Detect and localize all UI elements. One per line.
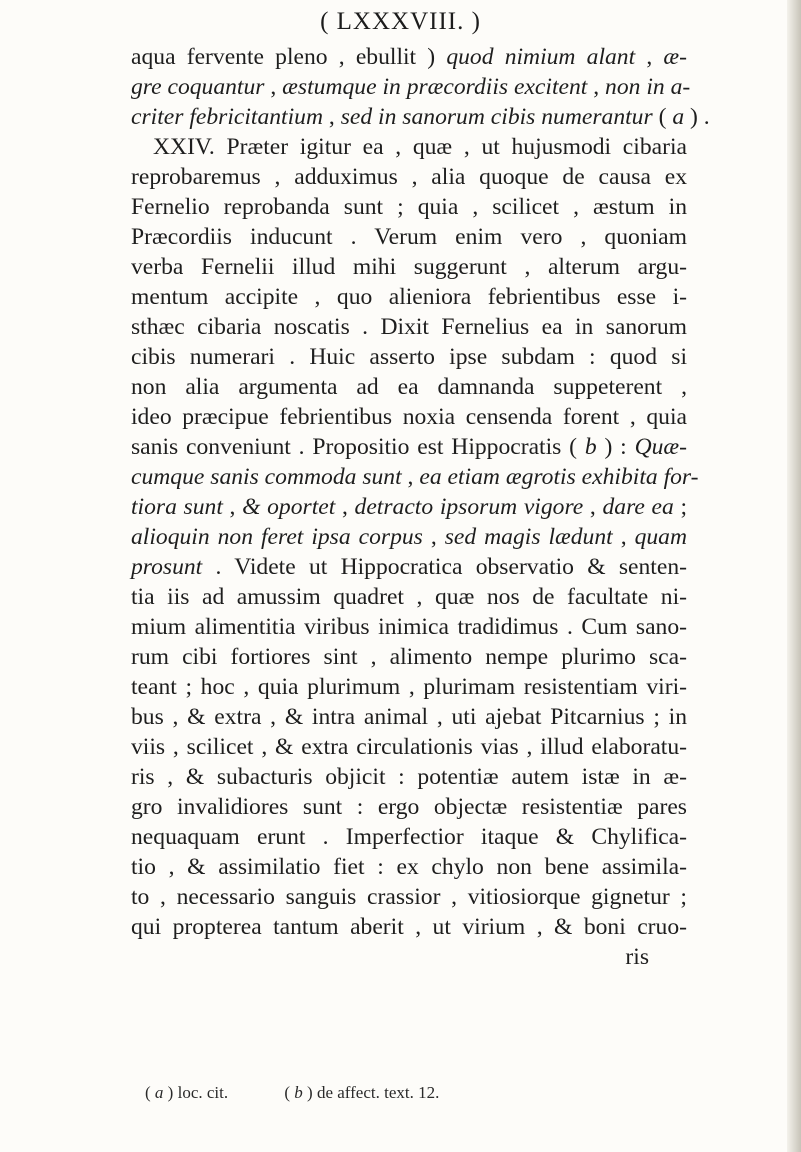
text-line (131, 882, 687, 912)
italic-run: dare ea (602, 494, 674, 520)
italic-run: æ- (663, 44, 687, 70)
text-line (131, 852, 687, 882)
text-line (131, 432, 687, 462)
text-run: tia iis ad amussim quadret , quæ nos de facultate ni- (131, 584, 687, 610)
italic-run: ea etiam ægrotis exhibita for- (419, 464, 699, 490)
catchword: ris (625, 944, 649, 970)
page-gutter-shadow (787, 0, 801, 1152)
text-run: verba Fernelii illud mihi suggerunt , alterum argu- (131, 254, 687, 280)
body-text (131, 42, 710, 972)
text-run: , (264, 74, 283, 100)
text-run: tio , & assimilatio fiet : ex chylo non bene assimila- (131, 854, 687, 880)
text-line (131, 822, 687, 852)
text-run: , (401, 464, 420, 490)
text-run: rum cibi fortiores sint , alimento nempe plurimo sca- (131, 644, 687, 670)
text-run: , (583, 494, 603, 520)
text-run: ) : (596, 434, 635, 460)
footnote-text: loc. cit. (177, 1083, 229, 1102)
text-line (131, 612, 687, 642)
footnote-text: de affect. text. 12. (316, 1083, 440, 1102)
footnote-b: ( b ) de affect. text. 12. (284, 1083, 440, 1102)
text-run: aqua fervente pleno , ebullit ) (131, 44, 447, 70)
text-run: , (587, 74, 606, 100)
italic-run: gre coquantur (131, 74, 265, 100)
text-run: sthæc cibaria noscatis . Dixit Fernelius ea in sanorum (131, 314, 687, 340)
text-run: , (422, 524, 445, 550)
italic-run: criter febricitantium (131, 104, 323, 130)
text-run: Fernelio reprobanda sunt ; quia , scilicet , æstum in (131, 194, 687, 220)
text-line (131, 402, 687, 432)
text-run: . Videte ut Hippocratica observatio & senten- (202, 554, 687, 580)
text-line (131, 912, 687, 942)
text-run: , (222, 494, 243, 520)
italic-run: non in a- (605, 74, 691, 100)
text-line (131, 312, 687, 342)
text-run: XXIV. Præter igitur ea , quæ , ut hujusmodi cibaria (153, 134, 687, 160)
text-run: mium alimentitia viribus inimica tradidimus . Cum sano- (131, 614, 687, 640)
text-line (131, 252, 687, 282)
italic-run: sed in sanorum cibis numerantur (340, 104, 653, 130)
text-run: , (612, 524, 635, 550)
text-run: ris , & subacturis objicit : potentiæ autem istæ in æ- (131, 764, 687, 790)
text-run: bus , & extra , & intra animal , uti ajebat Pitcarnius ; in (131, 704, 687, 730)
text-line (131, 792, 687, 822)
italic-run: tiora sunt (131, 494, 223, 520)
text-run: cibis numerari . Huic asserto ipse subdam : quod si (131, 344, 687, 370)
text-line (131, 132, 687, 162)
text-run: non alia argumenta ad ea damnanda suppeterent , (131, 374, 687, 400)
text-line (131, 702, 687, 732)
italic-run: Quæ- (634, 434, 688, 460)
italic-run: quod nimium alant (446, 44, 636, 70)
text-run: viis , scilicet , & extra circulationis vias , illud elaboratu- (131, 734, 687, 760)
text-run: , (635, 44, 664, 70)
text-run: sanis conveniunt . Propositio est Hippocratis ( (131, 434, 585, 460)
text-run: ideo præcipue febrientibus noxia censenda forent , quia (131, 404, 687, 430)
footnote-label: a (154, 1083, 164, 1102)
footnotes (145, 1083, 665, 1103)
italic-run: b (584, 434, 597, 460)
text-line (131, 672, 687, 702)
text-line (131, 522, 687, 552)
text-line (131, 192, 687, 222)
italic-run: detracto ipsorum vigore (354, 494, 584, 520)
text-line (131, 462, 699, 492)
text-line (131, 282, 687, 312)
text-run: , (323, 104, 341, 130)
text-run: to , necessario sanguis crassior , vitiosiorque gignetur ; (131, 884, 687, 910)
text-line (131, 552, 687, 582)
text-line (131, 342, 687, 372)
text-line (131, 372, 687, 402)
italic-run: alioquin non feret ipsa corpus (131, 524, 423, 550)
text-run: ; (673, 494, 687, 520)
italic-run: æstumque in præcordiis excitent (282, 74, 588, 100)
footnote-a: ( a ) loc. cit. (145, 1083, 229, 1102)
text-line (131, 582, 687, 612)
text-run: mentum accipite , quo alieniora febrientibus esse i- (131, 284, 687, 310)
footnote-label: b (294, 1083, 303, 1102)
text-line (131, 42, 687, 72)
text-line (131, 732, 687, 762)
text-run: teant ; hoc , quia plurimum , plurimam resistentiam viri- (131, 674, 687, 700)
text-line (131, 492, 687, 522)
italic-run: & oportet (242, 494, 336, 520)
text-run: nequaquam erunt . Imperfectior itaque & Chylifica- (131, 824, 687, 850)
page-header: ( LXXXVIII. ) (320, 8, 481, 35)
text-run: ( (652, 104, 673, 130)
text-run: ) . (684, 104, 710, 130)
text-run: reprobaremus , adduximus , alia quoque de causa ex (131, 164, 687, 190)
text-line (131, 102, 710, 132)
italic-run: prosunt (131, 554, 203, 580)
text-line (131, 162, 687, 192)
italic-run: quam (634, 524, 687, 550)
italic-run: cumque sanis commoda sunt (131, 464, 402, 490)
text-run: Præcordiis inducunt . Verum enim vero , quoniam (131, 224, 687, 250)
text-line (131, 222, 687, 252)
text-run: qui propterea tantum aberit , ut virium , & boni cruo- (131, 914, 687, 940)
italic-run: sed magis lædunt (444, 524, 613, 550)
italic-run: a (672, 104, 685, 130)
text-run: , (335, 494, 355, 520)
text-run: gro invalidiores sunt : ergo objectæ resistentiæ pares (131, 794, 687, 820)
text-line (131, 762, 687, 792)
text-line (131, 72, 691, 102)
text-line (131, 642, 687, 672)
